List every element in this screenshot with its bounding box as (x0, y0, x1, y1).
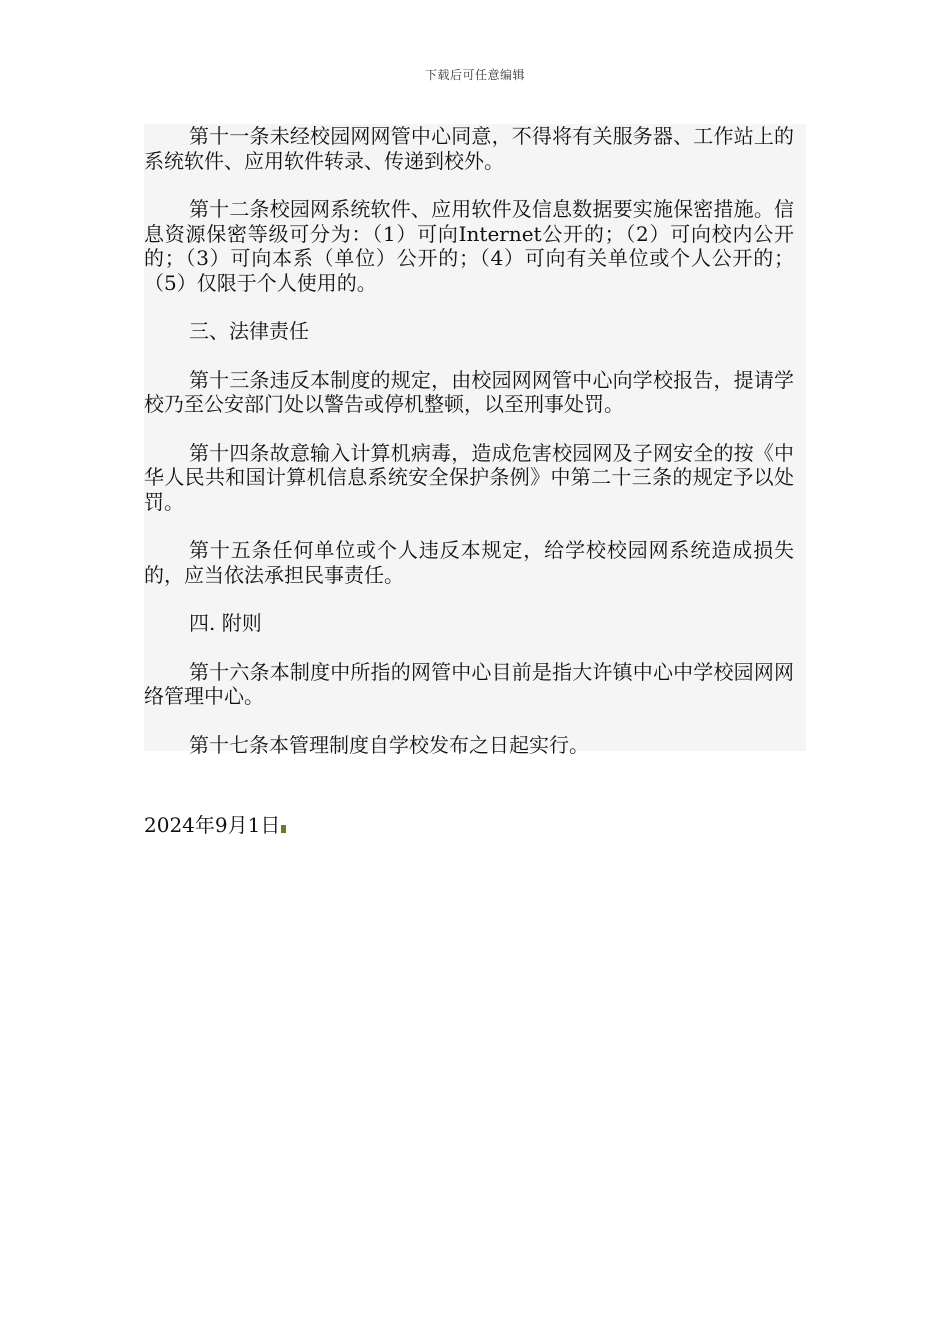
article-13: 第十三条违反本制度的规定，由校园网网管中心向学校报告，提请学校乃至公安部门处以警告或停机整顿，以至刑事处罚。 (144, 367, 794, 416)
document-body (144, 124, 806, 757)
page-header-note: 下载后可任意编辑 (424, 68, 525, 82)
article-14: 第十四条故意输入计算机病毒，造成危害校园网及子网安全的按《中华人民共和国计算机信息系统安全保护条例》中第二十三条的规定予以处罚。 (144, 440, 794, 514)
article-11: 第十一条未经校园网网管中心同意，不得将有关服务器、工作站上的系统软件、应用软件转录、传递到校外。 (144, 124, 794, 173)
document-date-line (144, 813, 286, 837)
article-16: 第十六条本制度中所指的网管中心目前是指大许镇中心中学校园网网络管理中心。 (144, 659, 794, 708)
article-12: 第十二条校园网系统软件、应用软件及信息数据要实施保密措施。信息资源保密等级可分为：（1）可向Internet公开的；（2）可向校内公开的；（3）可向本系（单位）公开的；（4）可向有关单位或个人公开的；（5）仅限于个人使用的。 (144, 197, 794, 295)
section-heading-supplementary: 四. 附则 (189, 611, 262, 635)
paragraph-mark-icon (281, 825, 286, 833)
document-date: 2024年9月1日 (144, 813, 281, 837)
section-heading-legal-liability: 三、法律责任 (189, 319, 309, 343)
article-17: 第十七条本管理制度自学校发布之日起实行。 (189, 732, 589, 757)
article-15: 第十五条任何单位或个人违反本规定，给学校校园网系统造成损失的，应当依法承担民事责任。 (144, 538, 794, 587)
